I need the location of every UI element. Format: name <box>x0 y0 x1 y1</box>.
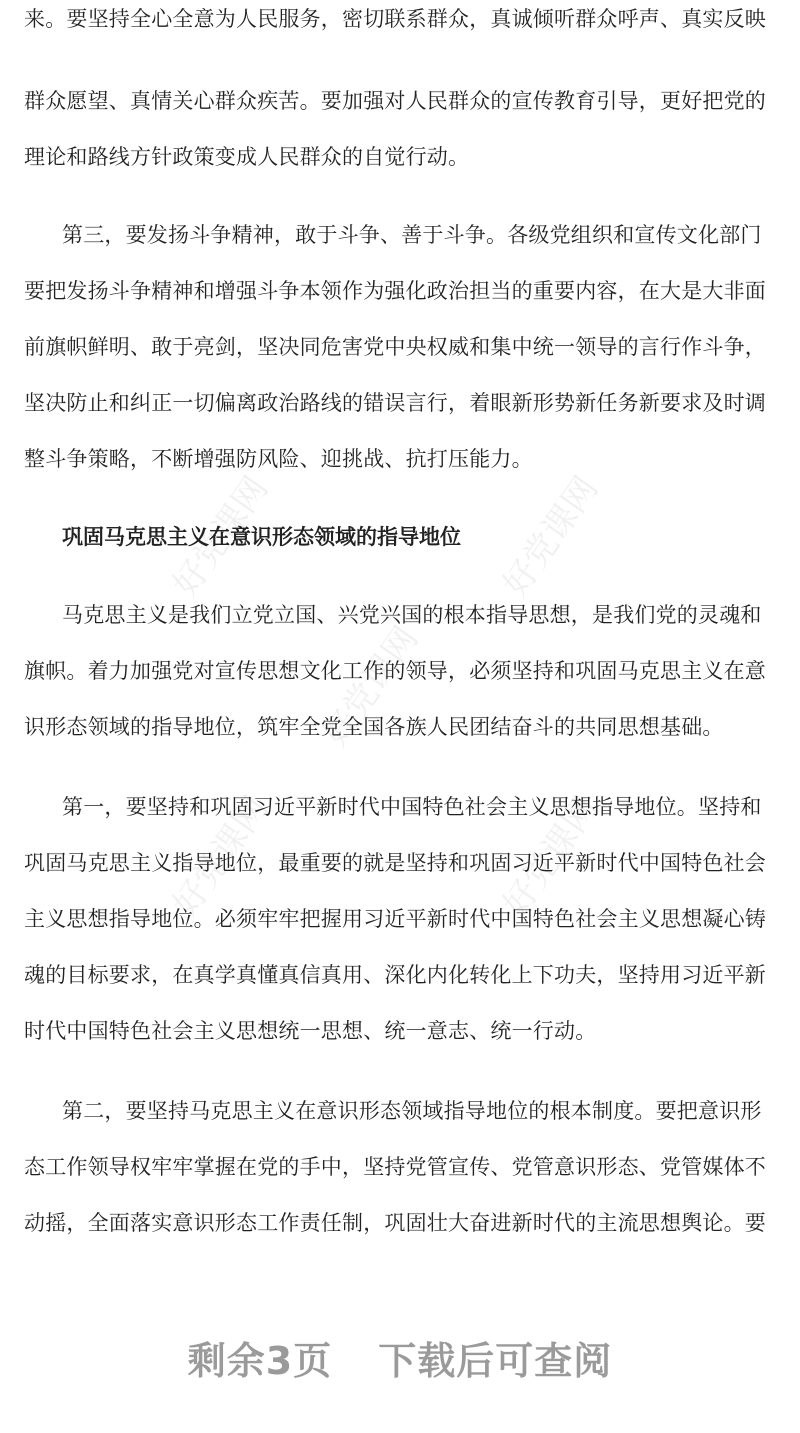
text-line: 第二，要坚持马克思主义在意识形态领域指导地位的根本制度。要把意识形 <box>62 1099 762 1123</box>
download-prompt[interactable] <box>0 1322 800 1392</box>
watermark: 好党课网 <box>495 469 607 604</box>
text-line: 坚决防止和纠正一切偏离政治路线的错误言行，着眼新形势新任务新要求及时调 <box>24 391 766 415</box>
text-line: 旗帜。着力加强党对宣传思想文化工作的领导，必须坚持和巩固马克思主义在意 <box>24 659 766 683</box>
text-line: 主义思想指导地位。必须牢牢把握用习近平新时代中国特色社会主义思想凝心铸 <box>24 907 766 931</box>
watermark: 好党课网 <box>315 619 427 754</box>
text-line: 马克思主义是我们立党立国、兴党兴国的根本指导思想，是我们党的灵魂和 <box>62 603 762 627</box>
text-line: 时代中国特色社会主义思想统一思想、统一意志、统一行动。 <box>24 1019 597 1043</box>
text-line: 第三，要发扬斗争精神，敢于斗争、善于斗争。各级党组织和宣传文化部门 <box>62 223 762 247</box>
text-line: 整斗争策略，不断增强防风险、迎挑战、抗打压能力。 <box>24 447 533 471</box>
remaining-pages-label: 剩余3页 <box>187 1338 333 1383</box>
section-heading: 巩固马克思主义在意识形态领域的指导地位 <box>62 525 461 549</box>
text-line: 理论和路线方针政策变成人民群众的自觉行动。 <box>24 145 470 169</box>
download-to-view-label: 下载后可查阅 <box>378 1338 613 1383</box>
text-line: 态工作领导权牢牢掌握在党的手中，坚持党管宣传、党管意识形态、党管媒体不 <box>24 1155 766 1179</box>
text-line: 前旗帜鲜明、敢于亮剑，坚决同危害党中央权威和集中统一领导的言行作斗争， <box>24 335 766 359</box>
text-line: 要把发扬斗争精神和增强斗争本领作为强化政治担当的重要内容，在大是大非面 <box>24 279 766 303</box>
watermark: 好党课网 <box>495 789 607 924</box>
watermark: 好党课网 <box>165 789 277 924</box>
text-line: 识形态领域的指导地位，筑牢全党全国各族人民团结奋斗的共同思想基础。 <box>24 715 724 739</box>
text-line: 群众愿望、真情关心群众疾苦。要加强对人民群众的宣传教育引导，更好把党的 <box>24 89 766 113</box>
text-line: 来。要坚持全心全意为人民服务，密切联系群众，真诚倾听群众呼声、真实反映 <box>24 7 766 31</box>
watermark: 好党课网 <box>165 469 277 604</box>
text-line: 魂的目标要求，在真学真懂真信真用、深化内化转化上下功夫，坚持用习近平新 <box>24 963 766 987</box>
text-line: 第一，要坚持和巩固习近平新时代中国特色社会主义思想指导地位。坚持和 <box>62 795 762 819</box>
text-line: 巩固马克思主义指导地位，最重要的就是坚持和巩固习近平新时代中国特色社会 <box>24 851 766 875</box>
text-line: 动摇，全面落实意识形态工作责任制，巩固壮大奋进新时代的主流思想舆论。要 <box>24 1211 766 1235</box>
